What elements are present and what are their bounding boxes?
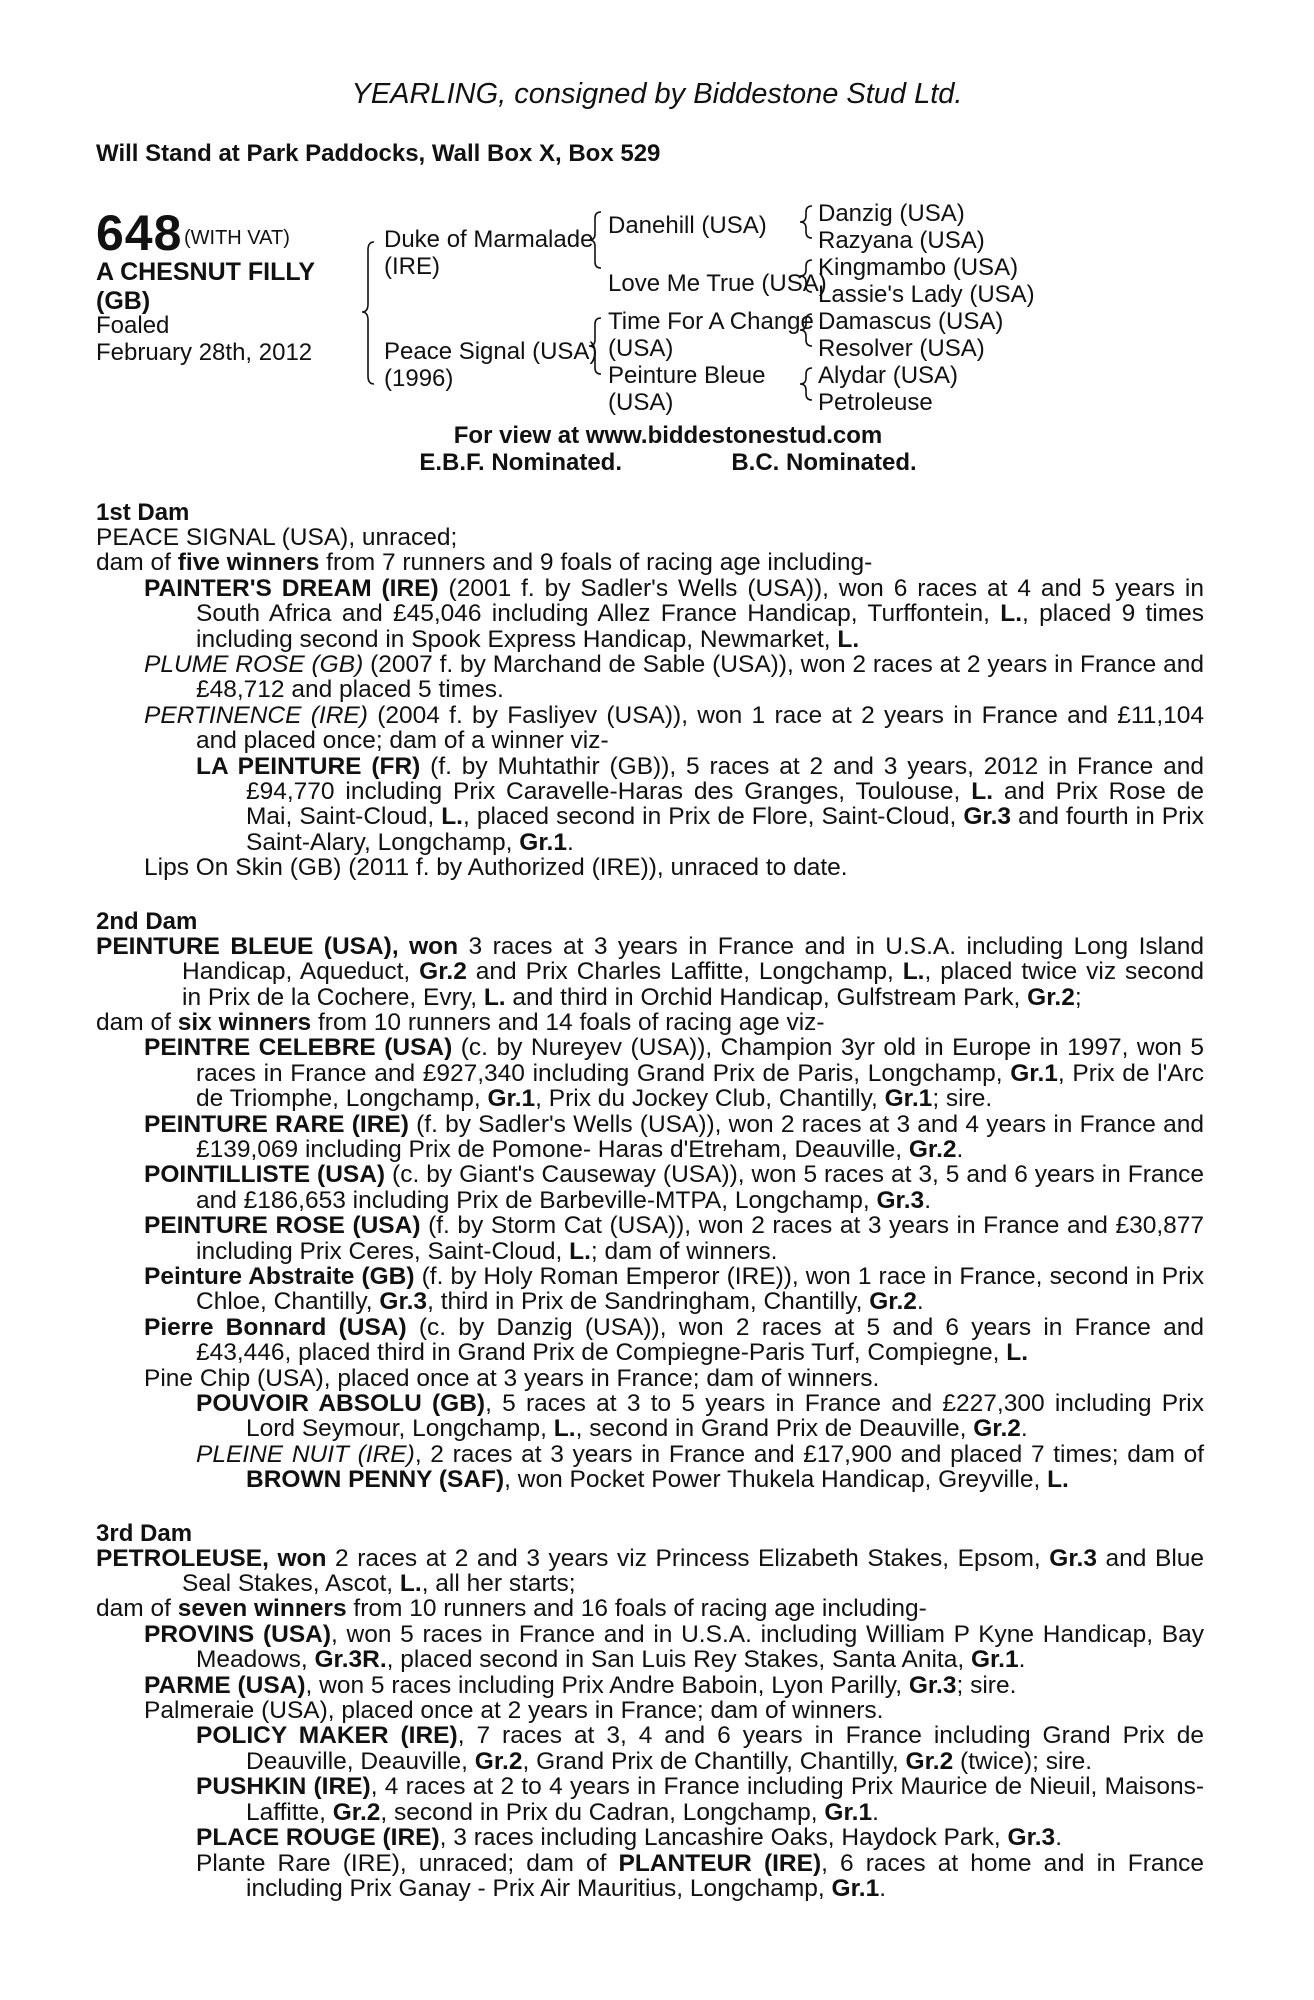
ssd: Razyana (USA): [818, 227, 985, 254]
nominations: [388, 422, 948, 476]
dam3-entry-place-rouge: PLACE ROUGE (IRE), 3 races including Lancashire Oaks, Haydock Park, Gr.3.: [196, 1824, 1063, 1852]
dam2-entry-pouvoir-absolu: POUVOIR ABSOLU (GB), 5 races at 3 to 5 years in France and £227,300 including Prix Lord Seymour, Longchamp, L., second in Grand Prix de Deauville, Gr.2.: [196, 1390, 1204, 1443]
dam2-entry-peinture-rare: PEINTURE RARE (IRE) (f. by Sadler's Wells (USA)), won 2 races at 3 and 4 years in France and £139,069 including Prix de Pomone- Haras d'Etreham, Deauville, Gr.2.: [144, 1110, 1204, 1163]
dam3-entry-provins: PROVINS (USA), won 5 races in France and in U.S.A. including William P Kyne Handicap, Bay Meadows, Gr.3R., placed second in San Luis Rey Stakes, Santa Anita, Gr.1.: [144, 1620, 1204, 1674]
dam1-dam-of: dam of five winners from 7 runners and 9 foals of racing age including-: [96, 549, 873, 577]
dam-line1: Peace Signal (USA): [384, 338, 598, 365]
dam-sire-line1: Time For A Change: [608, 308, 814, 335]
ddd: Petroleuse: [818, 389, 933, 416]
dam2-entry-pierre-bonnard: Pierre Bonnard (USA) (c. by Danzig (USA)), won 2 races at 5 and 6 years in France and £43,446, placed third in Grand Prix de Compiegne-Paris Turf, Compiegne, L.: [144, 1313, 1204, 1367]
view-line: For view at www.biddestonestud.com: [453, 422, 883, 449]
dam2-entry-pleine-nuit: PLEINE NUIT (IRE), 2 races at 3 years in France and £17,900 and placed 7 times; dam of BROWN PENNY (SAF), won Pocket Power Thukela Handicap, Greyville, L.: [196, 1440, 1204, 1494]
dam-sire-line2: (USA): [608, 335, 674, 362]
dam1-heading: 1st Dam: [96, 499, 190, 526]
sdd: Lassie's Lady (USA): [818, 281, 1035, 308]
catalogue-body: [96, 500, 1204, 1901]
dam3-entry-plante-rare: Plante Rare (IRE), unraced; dam of PLANTEUR (IRE), 6 races at home and in France including Prix Ganay - Prix Air Mauritius, Longchamp, Gr.1.: [196, 1849, 1204, 1902]
sire-line1: Duke of Marmalade: [384, 226, 594, 253]
dam3-entry-pushkin: PUSHKIN (IRE), 4 races at 2 to 4 years in France including Prix Maurice de Nieuil, Maisons-Laffitte, Gr.2, second in Prix du Cadran, Longchamp, Gr.1.: [196, 1773, 1204, 1826]
sire-sire: Danehill (USA): [608, 212, 767, 239]
dam2-intro: PEINTURE BLEUE (USA), won 3 races at 3 years in France and in U.S.A. including Long Island Handicap, Aqueduct, Gr.2 and Prix Charles Laffitte, Longchamp, L., placed twice viz second in Prix de la Cochere, Evry, L. and third in Orchid Handicap, Gulfstream Park, Gr.2;: [96, 932, 1205, 1011]
dam-line2: (1996): [384, 365, 454, 392]
dam1-entry-painters-dream: PAINTER'S DREAM (IRE) (2001 f. by Sadler's Wells (USA)), won 6 races at 4 and 5 years in South Africa and £45,046 including Allez France Handicap, Turffontein, L., placed 9 times including second in Spook Express Handicap, Newmarket, L.: [144, 574, 1204, 653]
foaled-date: February 28th, 2012: [96, 339, 313, 366]
bc-nominated: B.C. Nominated.: [731, 449, 917, 476]
sds: Kingmambo (USA): [818, 254, 1019, 281]
dam1-entry-lips-on-skin: Lips On Skin (GB) (2011 f. by Authorized (IRE)), unraced to date.: [144, 854, 848, 882]
lot-number: 648: [96, 205, 183, 261]
sss: Danzig (USA): [818, 200, 965, 227]
sire-name: [384, 226, 593, 280]
dam3-entry-parme: PARME (USA), won 5 races including Prix Andre Baboin, Lyon Parilly, Gr.3; sire.: [144, 1671, 1017, 1699]
dss: Damascus (USA): [818, 308, 1004, 335]
ebf-nominated: E.B.F. Nominated.: [419, 449, 622, 476]
dam3-intro: PETROLEUSE, won 2 races at 2 and 3 years viz Princess Elizabeth Stakes, Epsom, Gr.3 and Blue Seal Stakes, Ascot, L., all her starts;: [96, 1544, 1205, 1598]
dam2-entry-peintre-celebre: PEINTRE CELEBRE (USA) (c. by Nureyev (USA)), Champion 3yr old in Europe in 1997, won 5 races in France and £927,340 including Grand Prix de Paris, Longchamp, Gr.1, Prix de l'Arc de Triomphe, Longchamp, Gr.1, Prix du Jockey Club, Chantilly, Gr.1; sire.: [144, 1034, 1204, 1113]
sire-line2: (IRE): [384, 253, 440, 280]
dam-sire: [608, 308, 814, 362]
dam-name: [384, 338, 597, 392]
dam3-heading: 3rd Dam: [96, 1519, 193, 1547]
dam3-entry-policy-maker: POLICY MAKER (IRE), 7 races at 3, 4 and 6 years in France including Grand Prix de Deauville, Deauville, Gr.2, Grand Prix de Chantilly, Chantilly, Gr.2 (twice); sire.: [196, 1722, 1204, 1775]
dam3-dam-of: dam of seven winners from 10 runners and 16 foals of racing age including-: [96, 1595, 927, 1623]
dam2-entry-pine-chip: Pine Chip (USA), placed once at 3 years in France; dam of winners.: [144, 1364, 880, 1392]
dam-dam-line2: (USA): [608, 389, 674, 416]
page-title: YEARLING, consigned by Biddestone Stud Ltd.: [351, 78, 963, 110]
dam2-dam-of: dam of six winners from 10 runners and 14 foals of racing age viz-: [96, 1008, 825, 1036]
dam1-entry-pertinence: PERTINENCE (IRE) (2004 f. by Fasliyev (USA)), won 1 race at 2 years in France and £11,104 and placed once; dam of a winner viz-: [144, 701, 1205, 755]
dds: Alydar (USA): [818, 362, 959, 389]
dam2-entry-pointilliste: POINTILLISTE (USA) (c. by Giant's Causeway (USA)), won 5 races at 3, 5 and 6 years in France and £186,653 including Prix de Barbeville-MTPA, Longchamp, Gr.3.: [144, 1161, 1204, 1214]
dam2-entry-peinture-abstraite: Peinture Abstraite (GB) (f. by Holy Roman Emperor (IRE)), won 1 race in France, second in Prix Chloe, Chantilly, Gr.3, third in Prix de Sandringham, Chantilly, Gr.2.: [144, 1262, 1204, 1316]
dam2-heading: 2nd Dam: [96, 907, 198, 935]
lot-name-line2: (GB): [96, 287, 151, 315]
dam-dam-line1: Peinture Bleue: [608, 362, 766, 389]
stand-location: Will Stand at Park Paddocks, Wall Box X, Box 529: [96, 140, 661, 167]
lot-vat: (WITH VAT): [184, 227, 290, 249]
dsd: Resolver (USA): [818, 335, 985, 362]
dam1-entry-plume-rose: PLUME ROSE (GB) (2007 f. by Marchand de Sable (USA)), won 2 races at 2 years in France and £48,712 and placed 5 times.: [144, 651, 1204, 704]
sire-dam: Love Me True (USA): [608, 270, 827, 297]
nomination-line: [388, 449, 948, 476]
dam3-entry-palmeraie: Palmeraie (USA), placed once at 2 years in France; dam of winners.: [144, 1697, 884, 1725]
dam1-intro: PEACE SIGNAL (USA), unraced;: [96, 524, 458, 551]
dam2-entry-peinture-rose: PEINTURE ROSE (USA) (f. by Storm Cat (USA)), won 2 races at 3 years in France and £30,877 including Prix Ceres, Saint-Cloud, L.; dam of winners.: [144, 1212, 1205, 1265]
dam1-entry-la-peinture: LA PEINTURE (FR) (f. by Muhtathir (GB)), 5 races at 2 and 3 years, 2012 in France and £94,770 including Prix Caravelle-Haras des Granges, Toulouse, L. and Prix Rose de Mai, Saint-Cloud, L., placed second in Prix de Flore, Saint-Cloud, Gr.3 and fourth in Prix Saint-Alary, Longchamp, Gr.1.: [196, 752, 1205, 856]
dam-dam: [608, 362, 765, 416]
lot-name-line1: A CHESNUT FILLY: [96, 258, 315, 286]
foaled-label: Foaled: [96, 312, 170, 339]
